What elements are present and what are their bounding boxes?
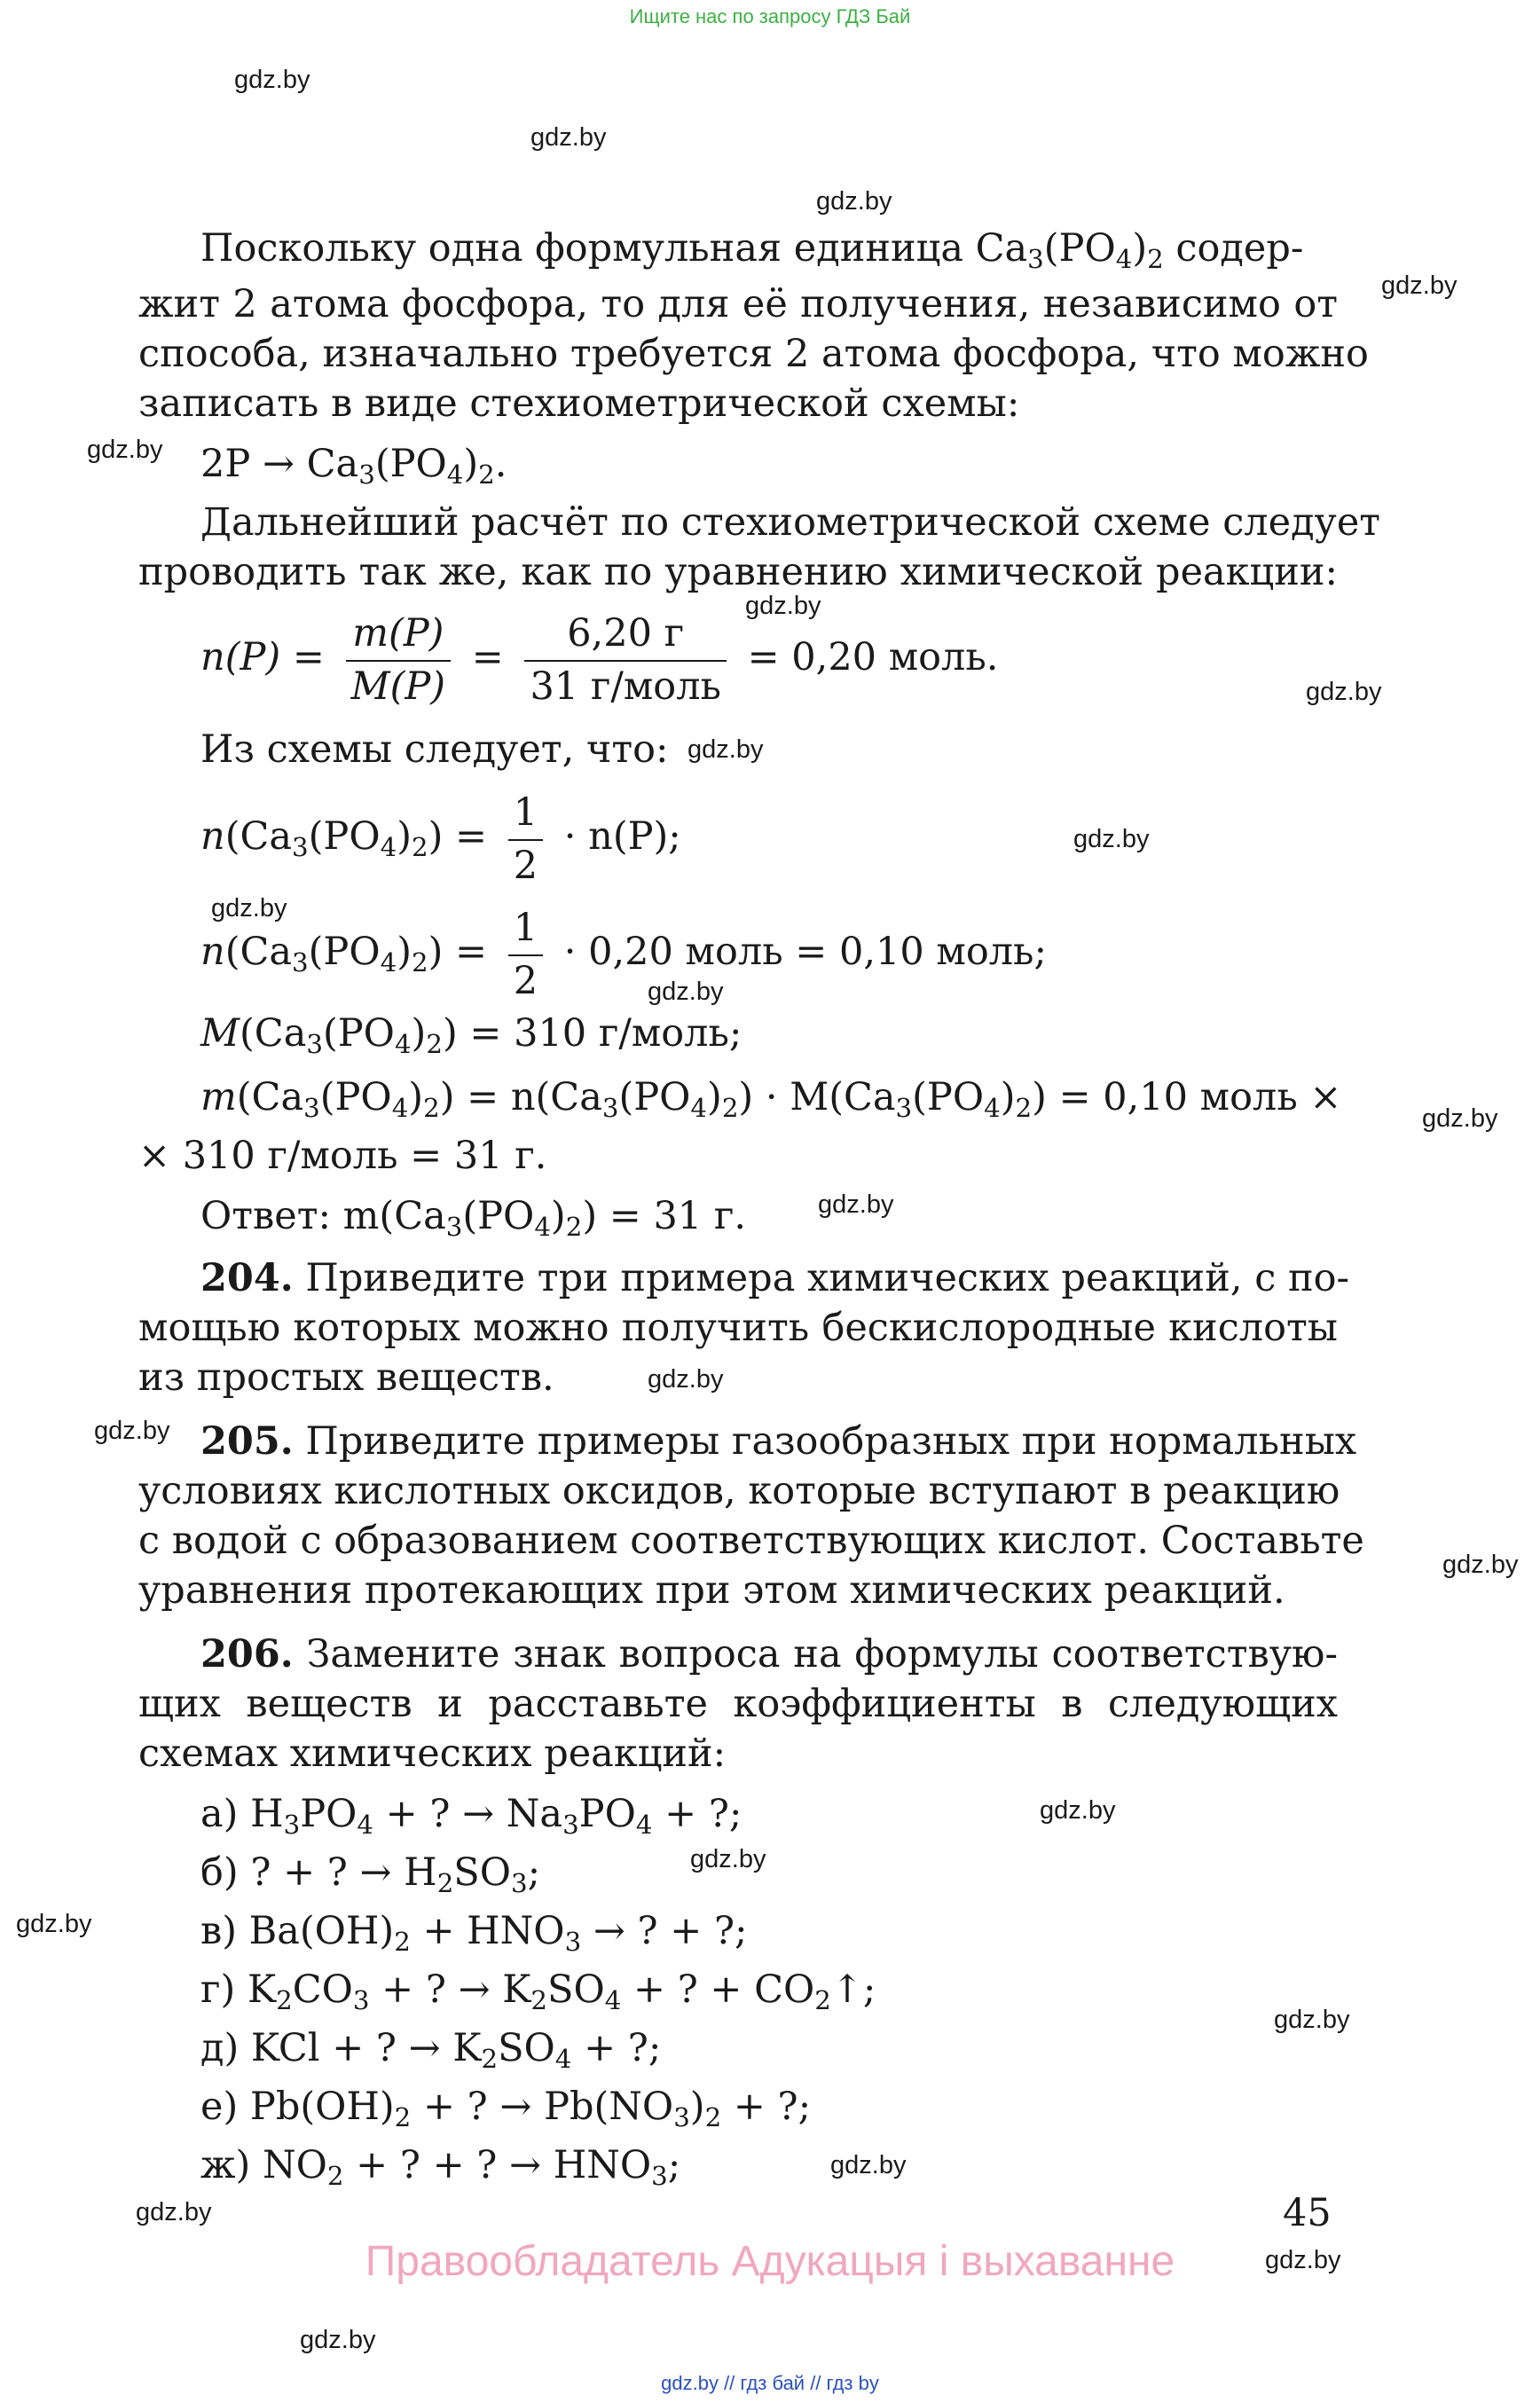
paragraph-line: щих веществ и расставьте коэффициенты в следующих xyxy=(138,1682,1338,1726)
reaction-item-d: д) KCl + ? → $K_2SO_4$ + ?; xyxy=(200,2026,662,2075)
watermark: gdz.by xyxy=(1306,678,1382,706)
watermark: gdz.by xyxy=(1265,2246,1341,2274)
watermark: gdz.by xyxy=(136,2198,212,2226)
paragraph-line: схемах химических реакций: xyxy=(138,1732,727,1776)
paragraph-line: записать в виде стехиометрической схемы: xyxy=(138,381,1020,426)
fraction: $\frac{1}{2}$ xyxy=(508,907,543,1002)
paragraph-line: Из схемы следует, что: xyxy=(200,727,669,772)
watermark: gdz.by xyxy=(1381,271,1458,300)
task-205: 205. Приведите примеры газообразных при нормальных xyxy=(200,1419,1357,1464)
watermark: gdz.by xyxy=(816,187,892,216)
paragraph-line: проводить так же, как по уравнению химической реакции: xyxy=(138,550,1338,594)
paragraph-line: мощью которых можно получить бескислородные кислоты xyxy=(138,1306,1338,1350)
paragraph-line: уравнения протекающих при этом химических реакций. xyxy=(138,1568,1285,1613)
watermark: gdz.by xyxy=(300,2326,376,2354)
fraction: $\frac{m(P)}{M(P)}$ xyxy=(346,612,452,708)
stoichiometric-scheme: $2P \to Ca_3(PO_4)_2$. xyxy=(200,442,507,491)
reaction-item-b: б) ? + ? → $H_2SO_3$; xyxy=(200,1850,541,1899)
task-204: 204. Приведите три примера химических реакций, с по- xyxy=(200,1256,1350,1300)
paragraph-line: с водой с образованием соответствующих кислот. Составьте xyxy=(138,1519,1364,1563)
equation-4: $m(Ca_3(PO_4)_2) = n(Ca_3(PO_4)_2) \cdot M(Ca_3(PO_4)_2) = 0,10$ моль × xyxy=(200,1075,1342,1124)
watermark: gdz.by xyxy=(16,1910,92,1938)
watermark: gdz.by xyxy=(1073,825,1150,853)
fraction: $\frac{1}{2}$ xyxy=(508,791,543,887)
reaction-item-zh: ж) $NO_2$ + ? + ? → $HNO_3$; xyxy=(200,2143,681,2192)
equation-4-continuation: × 310 г/моль = 31 г. xyxy=(138,1134,547,1178)
equation-np: n(P) = $\frac{m(P)}{M(P)}$ = $\frac{6,20 г}{\text{31 г/моль}}$ = 0,20 моль. xyxy=(200,611,999,709)
task-206: 206. Замените знак вопроса на формулы соответствую- xyxy=(200,1632,1338,1677)
equation-1: $n(Ca_3(PO_4)_2)$ = $\frac{1}{2}$ · n(P); xyxy=(200,790,681,888)
watermark: gdz.by xyxy=(688,735,764,764)
watermark: gdz.by xyxy=(211,894,287,923)
watermark: gdz.by xyxy=(648,1365,724,1394)
watermark: gdz.by xyxy=(94,1417,170,1445)
page-number: 45 xyxy=(1283,2191,1332,2235)
paragraph-line: способа, изначально требуется 2 атома фосфора, что можно xyxy=(138,332,1369,376)
paragraph-line: Поскольку одна формульная единица $Ca_3(PO_4)_2$ содер- xyxy=(200,226,1304,275)
watermark: gdz.by xyxy=(690,1845,766,1873)
watermark: gdz.by xyxy=(818,1190,894,1219)
fraction: $\frac{6,20 г}{\text{31 г/моль}}$ xyxy=(524,612,726,708)
reaction-item-a: а) $H_3PO_4$ + ? → $Na_3PO_4$ + ?; xyxy=(200,1792,742,1841)
watermark: gdz.by xyxy=(1442,1551,1519,1579)
top-banner[interactable]: Ищите нас по запросу ГДЗ Бай xyxy=(629,5,911,27)
watermark: gdz.by xyxy=(830,2151,907,2179)
answer-line: Ответ: $m(Ca_3(PO_4)_2) = 31$ г. xyxy=(200,1194,747,1243)
copyright-notice: Правообладатель Адукацыя і выхаванне xyxy=(365,2238,1175,2285)
watermark: gdz.by xyxy=(530,123,607,152)
footer-links[interactable]: gdz.by // гдз бай // гдз by xyxy=(661,2372,879,2394)
equation-3: $M(Ca_3(PO_4)_2) = 310$ г/моль; xyxy=(200,1011,742,1060)
watermark: gdz.by xyxy=(1040,1796,1116,1825)
paragraph-line: из простых веществ. xyxy=(138,1355,554,1400)
paragraph-line: жит 2 атома фосфора, то для её получения, независимо от xyxy=(138,282,1338,326)
watermark: gdz.by xyxy=(648,978,724,1006)
reaction-item-g: г) $K_2CO_3$ + ? → $K_2SO_4$ + ? + $CO_2↑$; xyxy=(200,1967,876,2016)
watermark: gdz.by xyxy=(745,592,821,620)
paragraph-line: Дальнейший расчёт по стехиометрической схеме следует xyxy=(200,500,1381,545)
reaction-item-e: е) $Pb(OH)_2$ + ? → $Pb(NO_3)_2$ + ?; xyxy=(200,2085,812,2133)
watermark: gdz.by xyxy=(1422,1104,1498,1133)
equation-2: $n(Ca_3(PO_4)_2)$ = $\frac{1}{2}$ · 0,20 моль = 0,10 моль; xyxy=(200,906,1047,1003)
reaction-item-v: в) $Ba(OH)_2 + HNO_3$ → ? + ?; xyxy=(200,1909,748,1958)
paragraph-line: условиях кислотных оксидов, которые вступают в реакцию xyxy=(138,1469,1340,1513)
watermark: gdz.by xyxy=(234,66,310,94)
watermark: gdz.by xyxy=(87,436,163,464)
watermark: gdz.by xyxy=(1274,2006,1350,2034)
